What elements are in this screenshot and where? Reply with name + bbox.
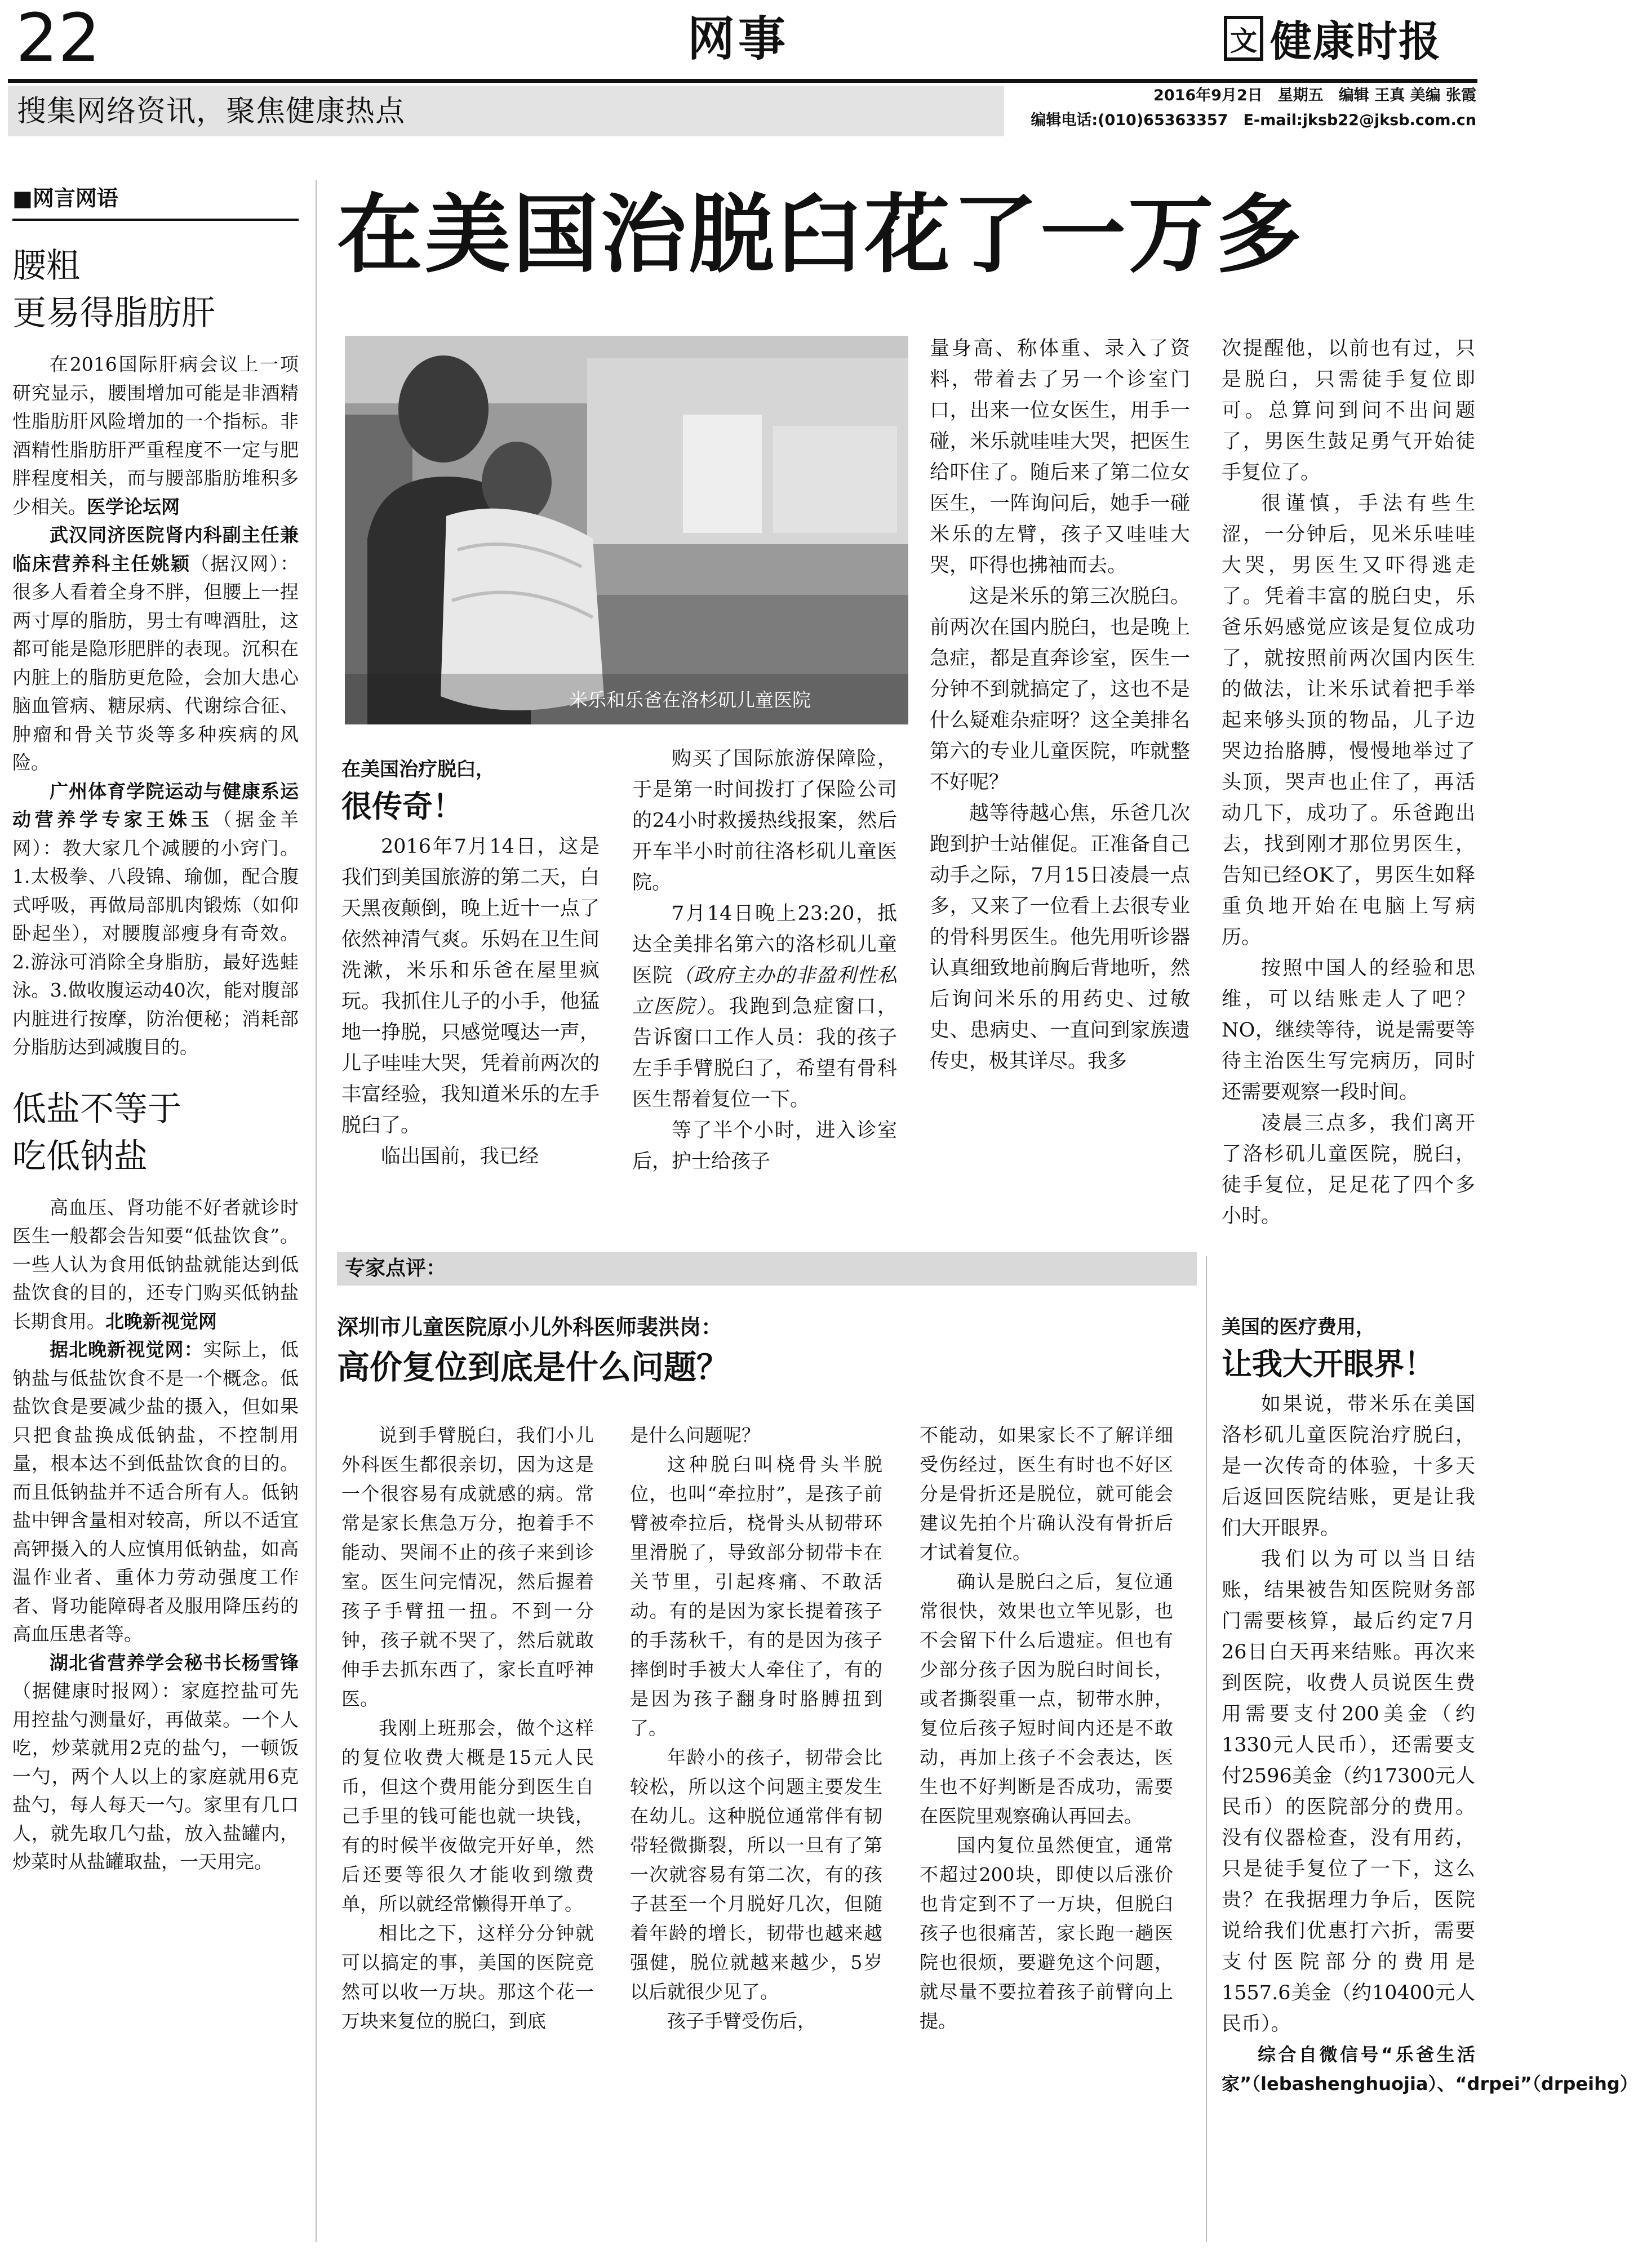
paragraph: 我们以为可以当日结账，结果被告知医院财务部门需要核算，最后约定7月26日白天再来结账。再次来到医院，收费人员说医生费用需要支付200美金（约1330元人民币），还需要支付2596美金（约17300元人民币）的医院部分的费用。没有仪器检查，没有用药，只是徒手复位了一下，这么贵？在我据理力争后，医院说给我们优惠打六折，需要支付医院部分的费用是1557.6美金（约10400元人民币）。 (1222, 1548, 1475, 2035)
paragraph: 年龄小的孩子，韧带会比较松，所以这个问题主要发生在幼儿。这种脱位通常伴有韧带轻微撕裂，所以一旦有了第一次就容易有第二次，有的孩子甚至一个月脱好几次，但随着年龄的增长，韧带也越来越强健，脱位就越来越少，5岁以后就很少见了。 (630, 1746, 882, 2003)
headline-line2: 更易得脂肪肝 (12, 293, 215, 333)
speaker: 湖北省营养学会秘书长杨雪锋 (50, 1651, 299, 1674)
paragraph: 孩子手臂受伤后， (667, 2010, 816, 2032)
headline-line1: 腰粗 (12, 246, 80, 286)
speaker: 据北晚新视觉网： (50, 1338, 203, 1360)
paragraph-text: 在2016国际肝病会议上一项研究显示，腰围增加可能是非酒精性脂肪肝风险增加的一个指标。非酒精性脂肪肝严重程度不一定与肥胖程度相关，而与腰部脂肪堆积多少相关。 (12, 353, 299, 518)
paragraph: 等了半个小时，进入诊室后，护士给孩子 (632, 1119, 897, 1173)
issue-date-editors: 2016年9月2日 星期五 编辑 王真 美编 张霞 (1153, 87, 1476, 104)
paragraph: 不能动，如果家长不了解详细受伤经过，医生有时也不好区分是骨折还是脱位，就可能会建议先拍个片确认没有骨折后才试着复位。 (920, 1424, 1173, 1563)
story-column-1 (341, 754, 600, 1172)
header-rule (8, 79, 1477, 83)
expert-label-bar (337, 1252, 1197, 1286)
story-photo (345, 336, 908, 724)
paragraph: 购买了国际旅游保障险，于是第一时间拨打了保险公司的24小时救援热线报案，然后开车半小时前往洛杉矶儿童医院。 (632, 748, 897, 894)
paragraph: 临出国前，我已经 (381, 1145, 539, 1168)
paragraph-text: 。我跑到急症窗口，告诉窗口工作人员：我的孩子左手手臂脱臼了，希望有骨科医生帮着复位一下。 (632, 995, 897, 1111)
paragraph-text: 高血压、肾功能不好者就诊时医生一般都会告知要“低盐饮食”。一些人认为食用低钠盐就能达到低盐饮食的目的，还专门购买低钠盐长期食用。 (12, 1196, 299, 1332)
speaker: 武汉同济医院肾内科副主任兼临床营养科主任姚颖 (12, 524, 299, 575)
right-divider (1206, 1256, 1207, 2242)
paragraph: 我刚上班那会，做个这样的复位收费大概是15元人民币，但这个费用能分到医生自己手里的钱可能也就一块钱，有的时候半夜做完开好单，然后还要等很久才能收到缴费单，所以就经常懒得开单了。 (341, 1717, 594, 1915)
section-subhead-emphasis: 很传奇！ (341, 789, 463, 824)
paragraph: 次提醒他，以前也有过，只是脱臼，只需徒手复位即可。总算问到问不出问题了，男医生鼓足勇气开始徒手复位了。 (1222, 337, 1475, 484)
speaker: 广州体育学院运动与健康系运动营养学专家王姝玉 (12, 780, 299, 830)
story-column-3 (930, 333, 1190, 1077)
paragraph: 国内复位虽然便宜，通常不超过200块，即使以后涨价也肯定到不了一万块，但脱臼孩子也很痛苦，家长跑一趟医院也很烦，要避免这个问题，就尽量不要拉着孩子前臂向上提。 (920, 1834, 1173, 2032)
masthead (1224, 10, 1477, 66)
paragraph (12, 1649, 299, 1876)
paragraph-text: （据健康时报网）：家庭控盐可先用控盐勺测量好，再做菜。一个人吃，炒菜就用2克的盐勺，一顿饭一勺，两个人以上的家庭就用6克盐勺，每人每天一勺。家里有几口人，就先取几勺盐，放入盐罐内，炒菜时从盐罐取盐，一天用完。 (12, 1680, 299, 1873)
paragraph (12, 1336, 299, 1649)
tagline: 搜集网络资讯，聚焦健康热点 (17, 95, 406, 128)
paragraph: 是什么问题呢？ (630, 1424, 760, 1446)
paragraph-text: （据汉网）：很多人看着全身不胖，但腰上一捏两寸厚的脂肪，男士有啤酒肚，这都可能是隐形肥胖的表现。沉积在内脏上的脂肪更危险，会加大患心脑血管病、糖尿病、代谢综合征、肿瘤和骨关节炎等多种疾病的风险。 (12, 552, 299, 773)
masthead-name: 健康时报 (1270, 17, 1441, 66)
paragraph: 越等待越心焦，乐爸几次跑到护士站催促。正准备自己动手之际，7月15日凌晨一点多，又来了一位看上去很专业的骨科男医生。他先用听诊器认真细致地前胸后背地听，然后询问米乐的用药史、过敏史、患病史、一直问到家族遗传史，极其详尽。我多 (930, 802, 1190, 1073)
paragraph (12, 350, 299, 521)
paragraph: 相比之下，这样分分钟就可以搞定的事，美国的医院竟然可以收一万块。那这个花一万块来复位的脱臼，到底 (341, 1922, 594, 2032)
paragraph: 凌晨三点多，我们离开了洛杉矶儿童医院，脱臼，徒手复位，足足花了四个多小时。 (1222, 1112, 1475, 1228)
paragraph: 量身高、称体重、录入了资料，带着去了另一个诊室门口，出来一位女医生，用手一碰，米乐就哇哇大哭，把医生给吓住了。随后来了第二位女医生，一阵询问后，她手一碰米乐的左臂，孩子又哇哇大哭，吓得也拂袖而去。 (930, 337, 1190, 577)
expert-column-2 (630, 1421, 882, 2036)
paragraph: 很谨慎，手法有些生涩，一分钟后，见米乐哇哇大哭，男医生又吓得逃走了。凭着丰富的脱臼史，乐爸乐妈感觉应该是复位成功了，就按照前两次国内医生的做法，让米乐试着把手举起来够头顶的物品，儿子边哭边抬胳膊，慢慢地举过了头顶，哭声也止住了，再活动几下，成功了。乐爸跑出去，找到刚才那位男医生，告知已经OK了，男医生如释重负地开始在电脑上写病历。 (1222, 492, 1475, 949)
paragraph (12, 521, 299, 777)
paragraph-text: 7月14日晚上23:20，抵达全美排名第六的洛杉矶儿童医院 (632, 902, 897, 987)
issue-contact: 编辑电话:(010)65363357 E-mail:jksb22@jksb.com.cn (1031, 112, 1476, 129)
photo-caption: 米乐和乐爸在洛杉矶儿童医院 (569, 689, 811, 711)
expert-column-1 (341, 1421, 594, 2036)
source: 北晚新视觉网 (105, 1310, 217, 1332)
masthead-logo-icon: 文 (1224, 16, 1263, 61)
story-column-2 (632, 744, 897, 1177)
expert-label: 专家点评： (345, 1257, 447, 1280)
source-credit: 综合自微信号“乐爸生活家”（lebashenghuojia）、“drpei”（drpeihg） (1222, 2044, 1638, 2094)
story-column-4 (1222, 333, 1475, 1232)
paragraph: 2016年7月14日，这是我们到美国旅游的第二天，白天黑夜颠倒，晚上近十一点了依然神清气爽。乐妈在卫生间洗漱，米乐和乐爸在屋里疯玩。我抓住儿子的小手，他猛地一挣脱，只感觉嘎达一声，儿子哇哇大哭，凭着前两次的丰富经验，我知道米乐的左手脱臼了。 (341, 835, 600, 1137)
section-subhead: 美国的医疗费用， (1222, 1316, 1375, 1338)
paragraph: 这是米乐的第三次脱臼。前两次在国内脱臼，也是晚上急症，都是直奔诊室，医生一分钟不到就搞定了，这也不是什么疑难杂症呀？这全美排名第六的专业儿童医院，咋就整不好呢？ (930, 585, 1190, 794)
us-cost-section (1222, 1311, 1638, 2098)
paragraph (12, 1194, 299, 1336)
paragraph: 这种脱臼叫桡骨头半脱位，也叫“牵拉肘”，是孩子前臂被牵拉后，桡骨头从韧带环里滑脱了，导致部分韧带卡在关节里，引起疼痛、不敢活动。有的是因为家长提着孩子的手荡秋千，有的是因为孩子摔倒时手被大人牵住了，有的是因为孩子翻身时胳膊扭到了。 (630, 1453, 882, 1739)
paragraph (632, 899, 897, 1115)
source: 医学论坛网 (87, 495, 180, 518)
headline-line2: 吃低钠盐 (12, 1136, 148, 1176)
paragraph-text: （据金羊网）：教大家几个减腰的小窍门。1.太极拳、八段锦、瑜伽，配合腹式呼吸，再做局部肌肉锻炼（如仰卧起坐），对腰腹部瘦身有奇效。2.游泳可消除全身脂肪，最好选蛙泳。3.做收腹运动40次，能对腹部内脏进行按摩，防治便秘；消耗部分脂肪达到减腹目的。 (12, 808, 299, 1058)
left-column (12, 180, 299, 1876)
expert-headline: 高价复位到底是什么问题？ (337, 1348, 730, 1386)
article-low-salt (12, 1086, 299, 1876)
column-divider (316, 180, 317, 2242)
paragraph: 说到手臂脱臼，我们小儿外科医生都很亲切，因为这是一个很容易有成就感的病。常常是家长焦急万分，抱着手不能动、哭闹不止的孩子来到诊室。医生问完情况，然后握着孩子手臂扭一扭。不到一分钟，孩子就不哭了，然后就敢伸手去抓东西了，家长直呼神医。 (341, 1424, 594, 1710)
paragraph: 按照中国人的经验和思维，可以结账走人了吧？NO，继续等待，说是需要等待主治医生写完病历，同时还需要观察一段时间。 (1222, 957, 1475, 1104)
page-number: 22 (16, 0, 101, 77)
article-waist-fat (12, 242, 299, 1062)
main-headline: 在美国治脱臼花了一万多 (337, 184, 1304, 284)
expert-column-3 (920, 1421, 1173, 2036)
headline-line1: 低盐不等于 (12, 1089, 181, 1129)
section-subhead: 在美国治疗脱臼， (341, 758, 495, 781)
paragraph: 确认是脱臼之后，复位通常很快，效果也立竿见影，也不会留下什么后遗症。但也有少部分孩子因为脱臼时间长，或者撕裂重一点，韧带水肿，复位后孩子短时间内还是不敢动，再加上孩子不会表达，医生也不好判断是否成功，需要在医院里观察确认再回去。 (920, 1571, 1173, 1827)
column-label: ■网言网语 (12, 180, 299, 221)
paragraph-note: （政府主办的非盈利性私立医院） (632, 964, 897, 1018)
paragraph (12, 777, 299, 1062)
paragraph-text: 实际上，低钠盐与低盐饮食不是一个概念。低盐饮食是要减少盐的摄入，但如果只把食盐换成低钠盐，不控制用量，根本达不到低盐饮食的目的。而且低钠盐并不适合所有人。低钠盐中钾含量相对较高，所以不适宜高钾摄入的人应慎用低钠盐，如高温作业者、重体力劳动强度工作者、肾功能障碍者及服用降压药的高血压患者等。 (12, 1338, 299, 1645)
section-subhead-emphasis: 让我大开眼界！ (1222, 1346, 1435, 1382)
section-title: 网事 (687, 11, 789, 66)
expert-credit: 深圳市儿童医院原小儿外科医师裴洪岗： (337, 1315, 723, 1340)
paragraph: 如果说，带米乐在美国洛杉矶儿童医院治疗脱臼，是一次传奇的体验，十多天后返回医院结账，更是让我们大开眼界。 (1222, 1393, 1475, 1540)
